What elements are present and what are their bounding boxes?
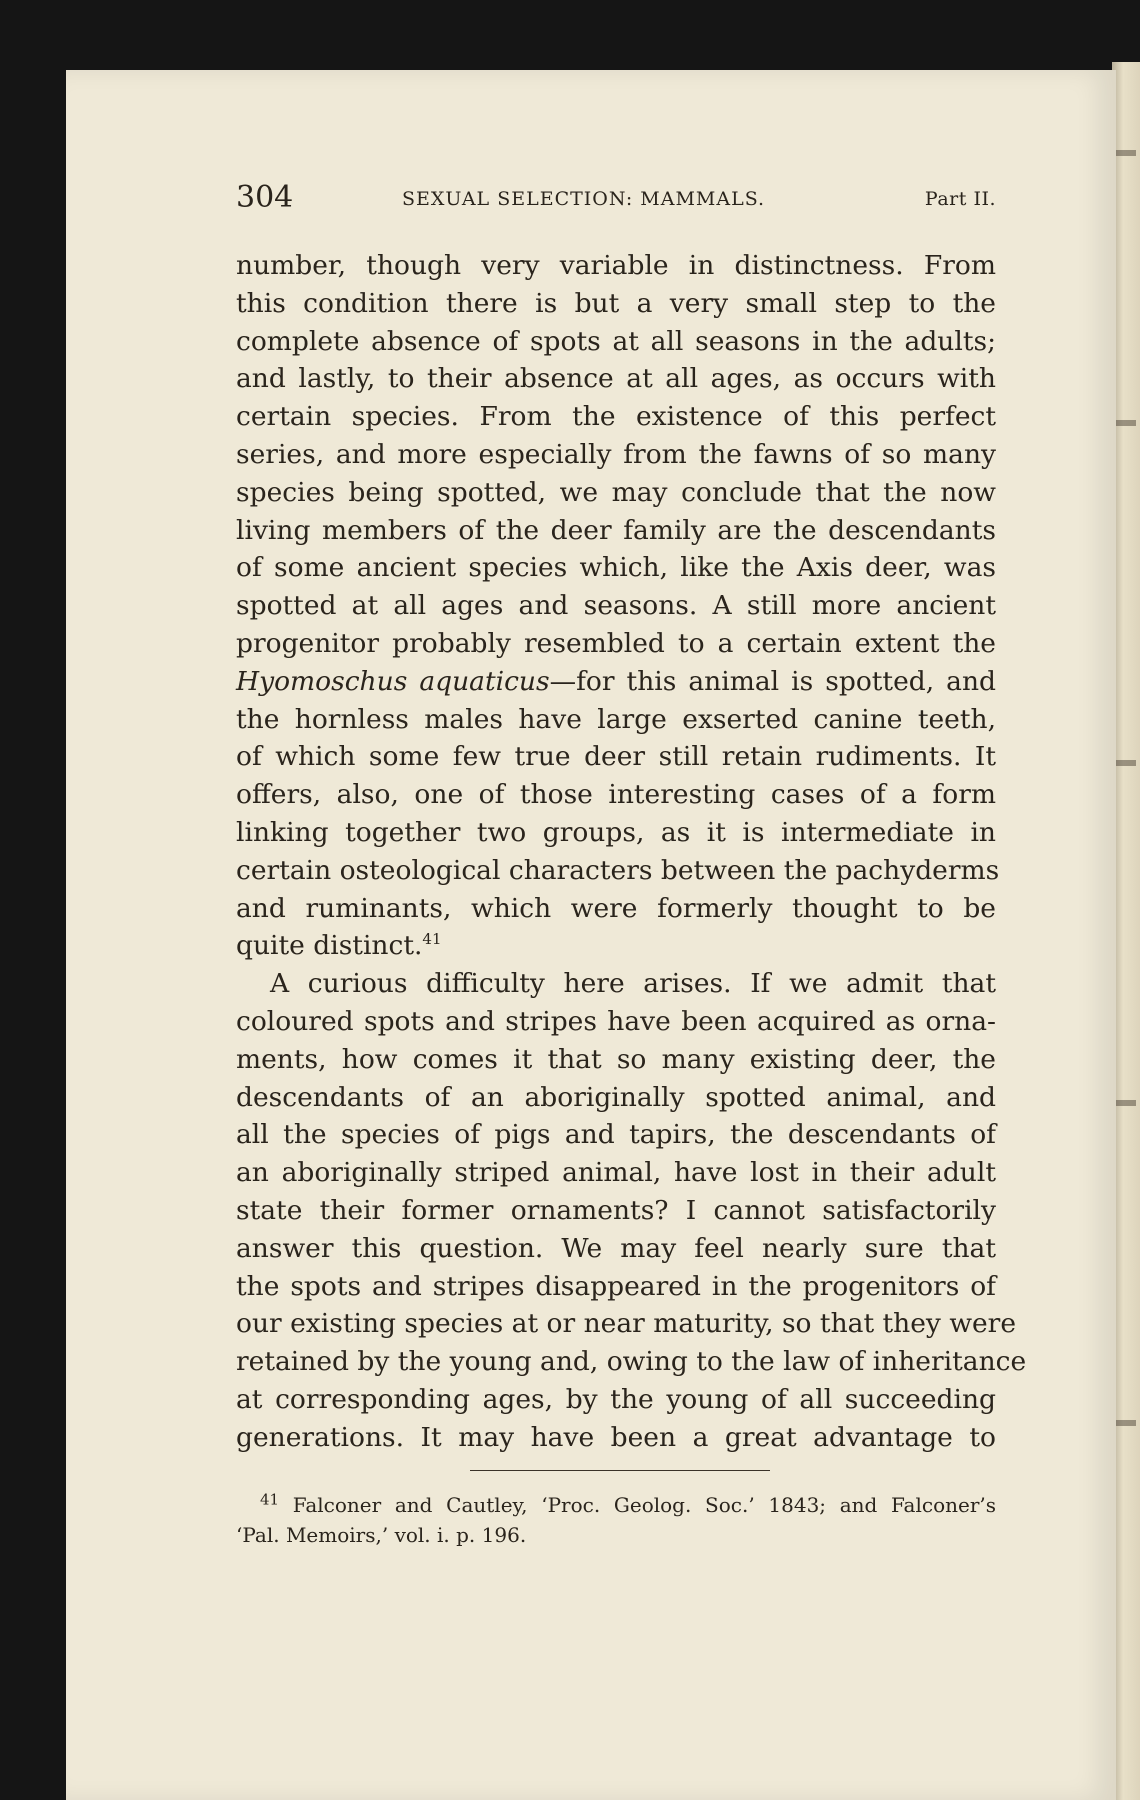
text-line: answer this question. We may feel nearly sure that [236,1232,996,1264]
text-line: this condition there is but a very small step to the [236,287,996,319]
text-line: state their former ornaments? I cannot satisfactorily [236,1194,996,1226]
text-line: all the species of pigs and tapirs, the descendants of [236,1119,996,1151]
text-line: linking together two groups, as it is intermediate in [236,816,996,848]
text-line: spotted at all ages and seasons. A still more ancient [236,590,996,622]
species-name: Hyomoschus aquaticus [236,665,550,697]
adjacent-page-ink [1116,420,1136,426]
text-line: ments, how comes it that so many existing deer, the [236,1043,996,1075]
text-line-with-footnote-ref [236,927,996,965]
text-line: our existing species at or near maturity, so that they were [236,1308,1017,1340]
text-line: of some ancient species which, like the Axis deer, was [236,552,996,584]
text-line: living members of the deer family are the descendants [236,514,996,546]
text-line: and ruminants, which were formerly thought to be [236,892,996,924]
footnote-line: ‘Pal. Memoirs,’ vol. i. p. 196. [236,1523,527,1547]
adjacent-page-ink [1116,1420,1136,1426]
text-line: generations. It may have been a great advantage to [236,1421,996,1453]
footnote-line [236,1490,996,1520]
footnote-text: Falconer and Cautley, ‘Proc. Geolog. Soc.’ 1843; and Falconer’s [292,1493,997,1517]
body-text [236,247,1027,1457]
text-line: retained by the young and, owing to the law of inheritance [236,1346,1027,1378]
paragraph-first-line: A curious difficulty here arises. If we admit that [270,968,996,1000]
text-fragment: quite distinct. [236,930,423,962]
text-line: complete absence of spots at all seasons in the adults; [236,325,996,357]
text-line: the hornless males have large exserted canine teeth, [236,703,996,735]
footnote-divider [470,1470,770,1471]
text-fragment: —for this animal is spotted, and [549,665,997,697]
text-line: coloured spots and stripes have been acquired as orna- [236,1005,996,1037]
text-line: progenitor probably resembled to a certain extent the [236,627,996,659]
adjacent-page-ink [1116,1100,1136,1106]
part-label: Part II. [924,188,996,210]
text-line: an aboriginally striped animal, have lost in their adult [236,1157,996,1189]
text-line: series, and more especially from the fawns of so many [236,438,996,470]
page-number: 304 [236,180,294,215]
footnote-reference: 41 [422,930,442,949]
chapter-title: SEXUAL SELECTION: MAMMALS. [402,188,766,210]
text-line: at corresponding ages, by the young of all succeeding [236,1383,996,1415]
text-line: descendants of an aboriginally spotted animal, and [236,1081,996,1113]
footnote [236,1490,996,1550]
adjacent-page-ink [1116,150,1136,156]
text-line: certain species. From the existence of this perfect [236,401,996,433]
text-line: offers, also, one of those interesting cases of a form [236,779,996,811]
text-line: certain osteological characters between the pachyderms [236,854,1000,886]
text-line: species being spotted, we may conclude that the now [236,476,996,508]
adjacent-page-edge [1112,62,1140,1800]
text-line: of which some few true deer still retain rudiments. It [236,741,996,773]
adjacent-page-ink [1116,760,1136,766]
text-line: number, though very variable in distinctness. From [236,250,996,281]
text-line: the spots and stripes disappeared in the progenitors of [236,1270,996,1302]
text-line: and lastly, to their absence at all ages, as occurs with [236,363,996,395]
footnote-marker: 41 [260,1490,280,1509]
text-line-with-species-name [236,663,996,701]
running-head [236,180,996,220]
